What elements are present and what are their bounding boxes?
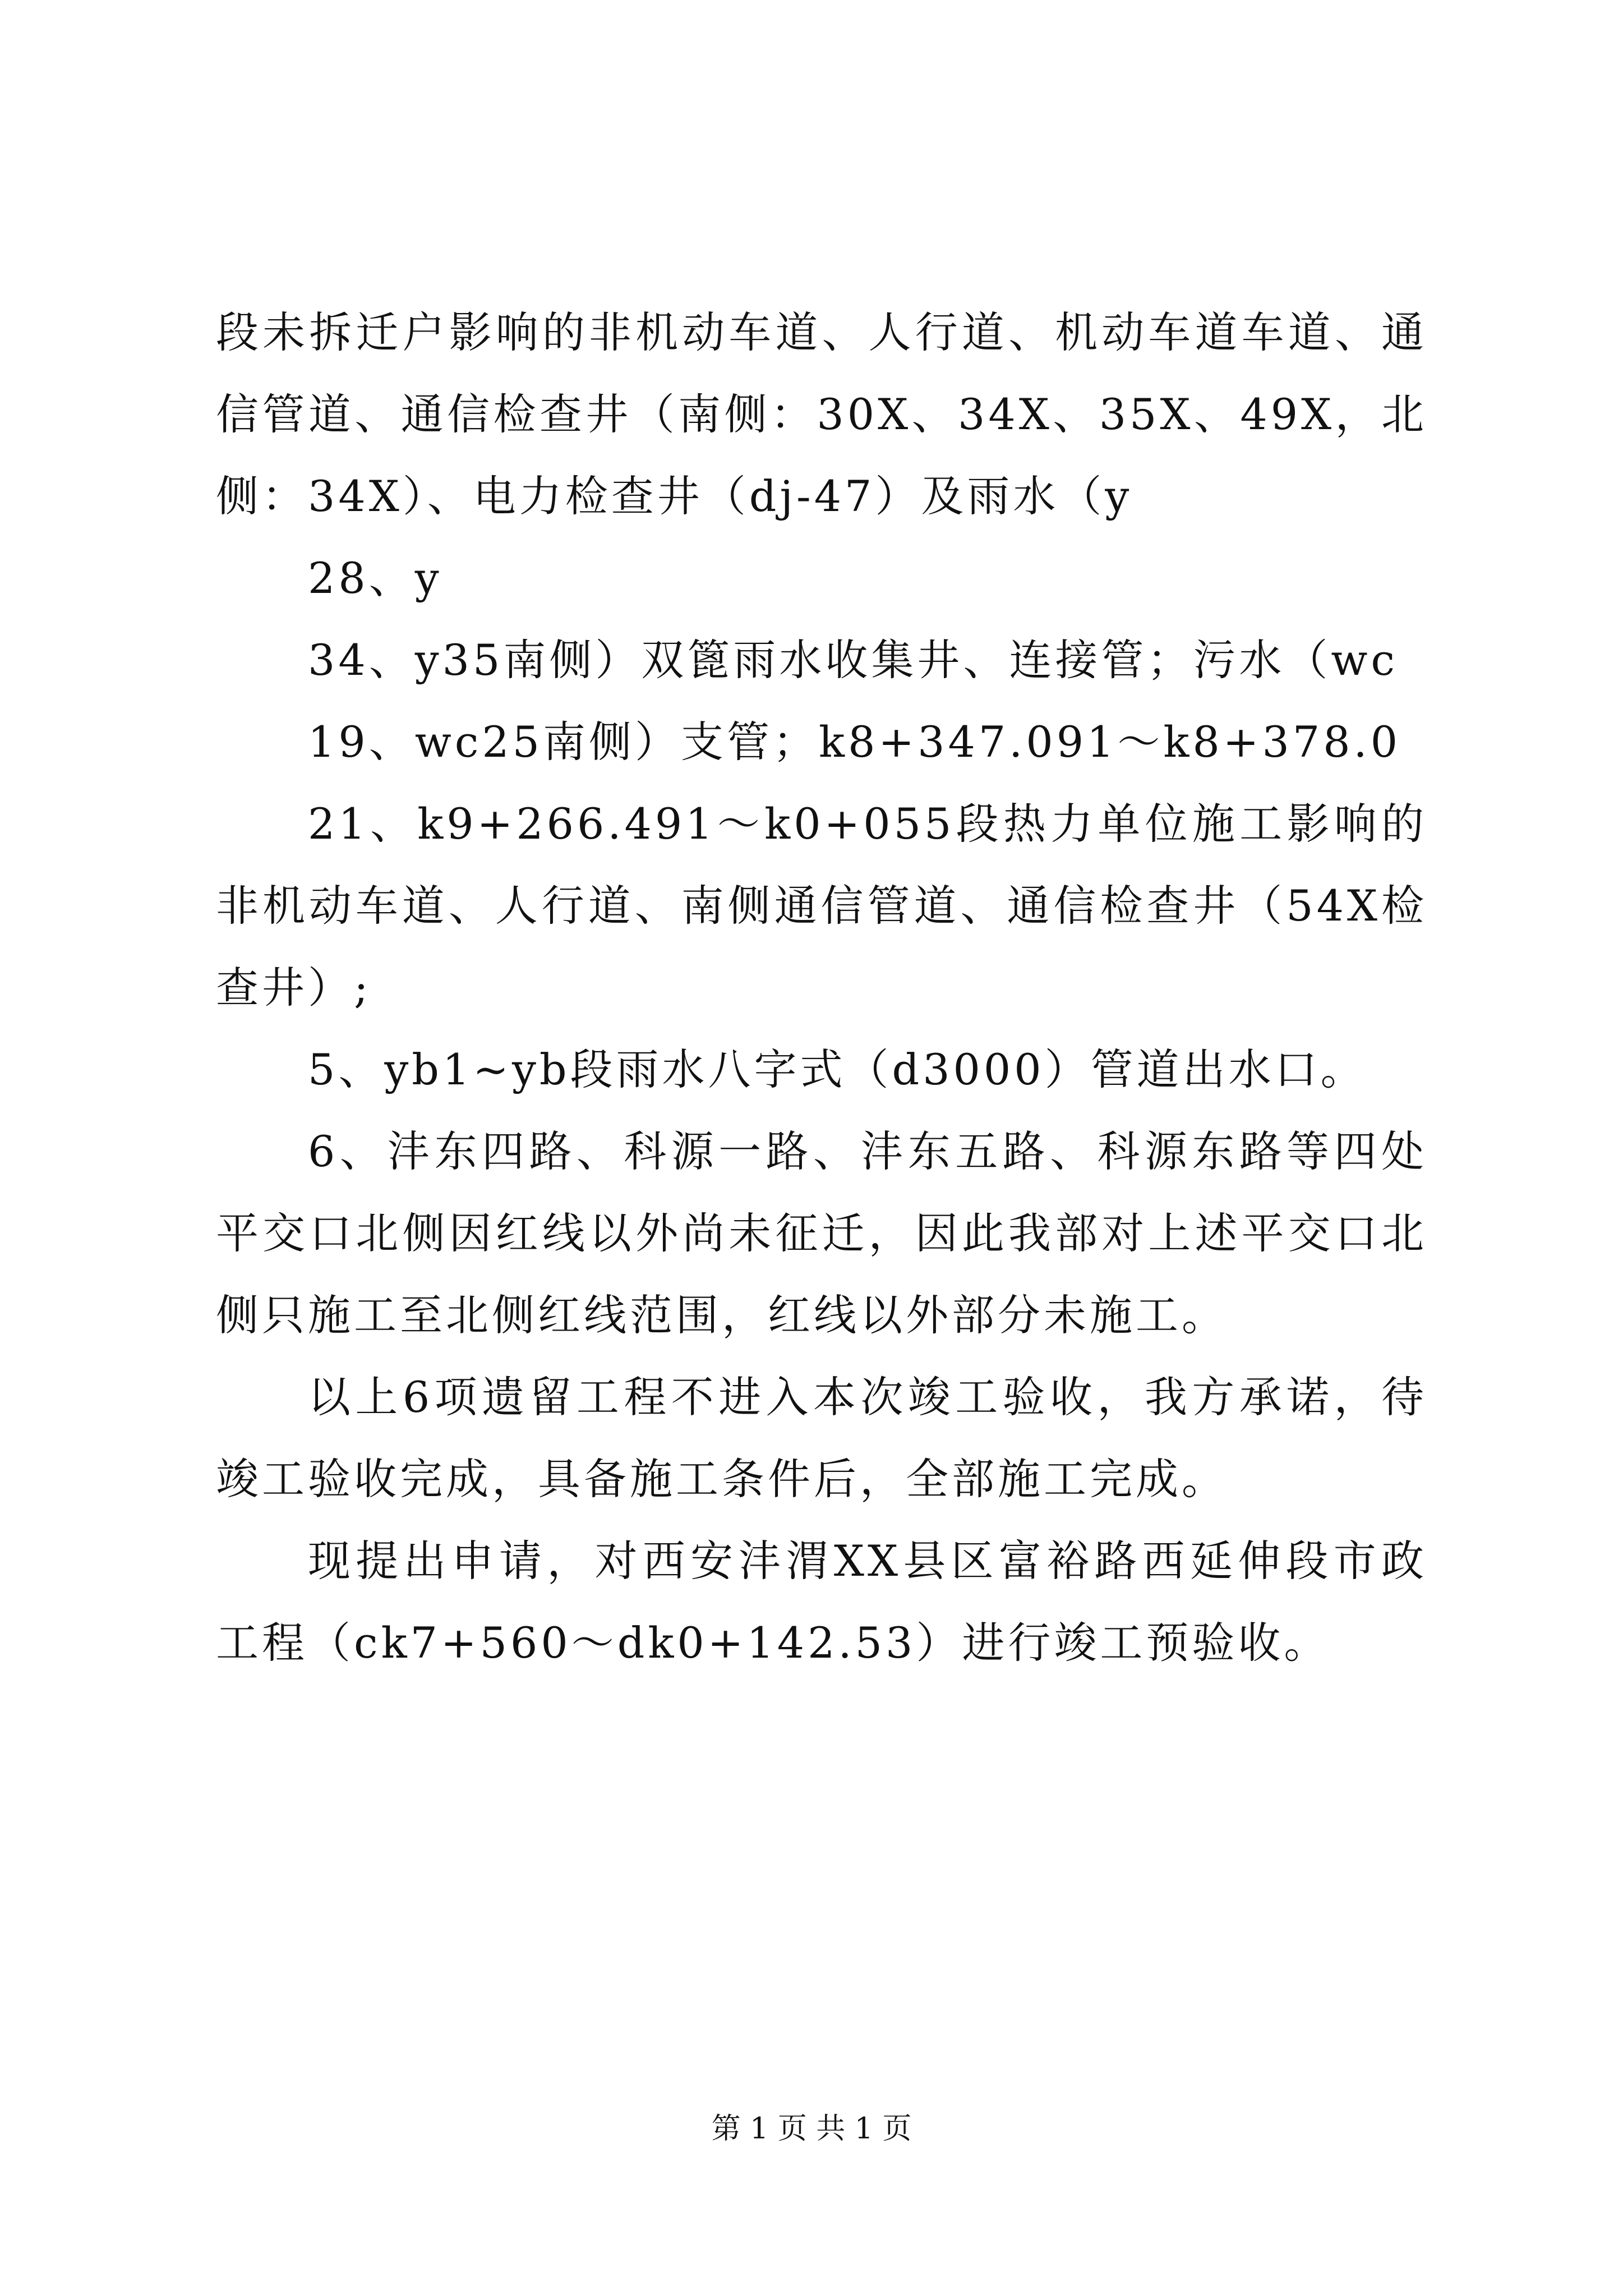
paragraph-7: 6、沣东四路、科源一路、沣东五路、科源东路等四处平交口北侧因红线以外尚未征迁，因此我部对上述平交口北侧只施工至北侧红线范围，红线以外部分未施工。 — [216, 1126, 1427, 1340]
paragraph-2: 28、y — [308, 553, 442, 603]
paragraph-4: 19、wc25南侧）支管；k8+347.091～k8+378.0 — [308, 717, 1401, 767]
paragraph-9: 现提出申请，对西安沣渭XX县区富裕路西延伸段市政工程（ck7+560～dk0+142.53）进行竣工预验收。 — [216, 1536, 1427, 1668]
document-body — [216, 292, 1427, 1684]
paragraph-5: 21、k9+266.491～k0+055段热力单位施工影响的非机动车道、人行道、南侧通信管道、通信检查井（54X检查井）; — [216, 799, 1427, 1013]
paragraph-6: 5、yb1~yb段雨水八字式（d3000）管道出水口。 — [308, 1045, 1367, 1094]
paragraph-8: 以上6项遗留工程不进入本次竣工验收，我方承诺，待竣工验收完成，具备施工条件后，全部施工完成。 — [216, 1372, 1427, 1504]
paragraph-1: 段未拆迁户影响的非机动车道、人行道、机动车道车道、通信管道、通信检查井（南侧：30X、34X、35X、49X，北侧：34X）、电力检查井（dj-47）及雨水（y — [216, 307, 1427, 521]
paragraph-3: 34、y35南侧）双篦雨水收集井、连接管；污水（wc — [308, 635, 1398, 685]
page-footer: 第 1 页 共 1 页 — [711, 2112, 912, 2146]
